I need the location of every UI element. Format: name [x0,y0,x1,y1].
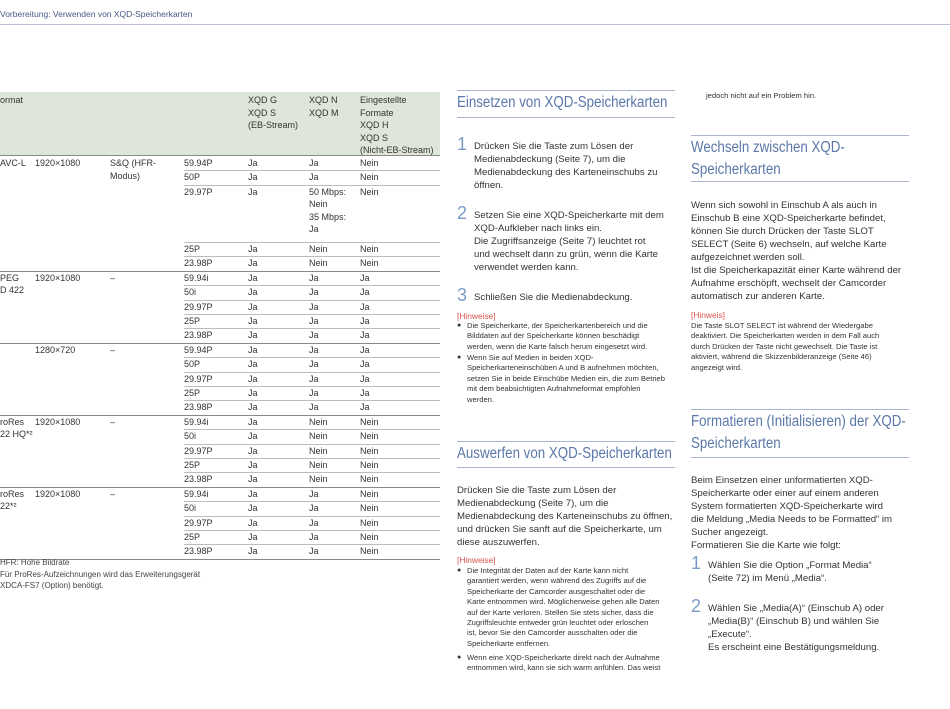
cell-xqd-n-m: Ja [309,532,319,542]
cell-xqd-n-m: Nein [309,416,328,427]
cell-frame-rate: 25P [184,388,201,398]
cell-xqd-h-s: Ja [360,316,370,326]
header-xqd-n-m: XQD N XQD M [309,95,339,118]
cell-xqd-h-s: Nein [360,532,379,542]
continued-text: jedoch nicht auf ein Problem hin. [706,91,817,100]
cell-xqd-n-m: Ja [309,546,319,557]
switch-hint-title: [Hinweis] [691,310,725,320]
table-header [0,92,440,156]
cell-xqd-h-s: Nein [360,546,379,557]
cell-xqd-n-m: Ja [309,158,319,168]
cell-xqd-h-s: Nein [360,244,379,254]
cell-xqd-n-m: Ja [309,287,319,298]
note-3: XDCA-FS7 (Option) benötigt. [0,581,104,590]
cell-xqd-h-s: Nein [360,258,379,269]
cell-xqd-g-s: Ja [248,416,258,427]
cell-xqd-g-s: Ja [248,301,258,312]
cell-xqd-n-m: Ja [309,503,319,514]
section-rule [457,117,675,118]
cell-resolution: 1920×1080 [35,272,81,283]
eject-body: Drücken Sie die Taste zum Lösen der Medienabdeckung (Seite 7), um die Medienabdeckung des Karteneinschubs zu öffnen, und drücken Sie sanft auf die Speicherkarte, um diese auszuwerfen. [457,485,673,548]
format-body: Beim Einsetzen einer unformatierten XQD- Speicherkarte oder einer auf einem anderen System formatierten XQD-Speicherkarte wird die Meldung „Media Needs to be Formatted“ im Sucher angezeigt. Formatieren Sie die Karte wie folgt: [691,475,893,551]
format-heading: Formatieren (Initialisieren) der XQD- Speicherkarten [691,413,906,452]
cell-xqd-h-s: Nein [360,445,379,456]
cell-xqd-h-s: Nein [360,474,379,485]
cell-xqd-h-s: Nein [360,431,379,442]
eject-hint-2: Wenn eine XQD-Speicherkarte direkt nach der Aufnahme entnommen wird, kann sie sich warm anfühlen. Das weist [467,653,661,673]
cell-frame-rate: 29.97P [184,373,213,384]
cell-frame-rate: 23.98P [184,330,213,341]
section-rule [691,135,909,136]
bullet-icon: ● [457,354,462,361]
cell-xqd-h-s: Ja [360,359,370,370]
format-step-1: Wählen Sie die Option „Format Media“ (Seite 72) im Menü „Media“. [708,560,872,584]
header-xqd-g-s: XQD G XQD S (EB-Stream) [248,95,299,130]
cell-xqd-h-s: Nein [360,186,379,197]
cell-mode: – [110,344,116,355]
step-number: 3 [457,285,468,305]
cell-xqd-h-s: Ja [360,330,370,341]
cell-xqd-g-s: Ja [248,287,258,298]
section-rule [691,409,909,410]
cell-format: roRes 22*² [0,488,25,512]
cell-xqd-h-s: Ja [360,272,370,283]
cell-frame-rate: 59.94P [184,158,213,168]
cell-format: roRes 22 HQ*² [0,416,33,440]
cell-frame-rate: 29.97P [184,186,213,197]
page-header [0,0,950,25]
cell-frame-rate: 59.94i [184,272,209,283]
cell-frame-rate: 23.98P [184,546,213,557]
cell-mode: – [110,272,116,283]
cell-xqd-n-m: Ja [309,172,319,183]
cell-xqd-g-s: Ja [248,373,258,384]
section-rule [457,90,675,91]
eject-heading: Auswerfen von XQD-Speicherkarten [457,445,672,462]
cell-xqd-g-s: Ja [248,388,258,398]
cell-xqd-n-m: Ja [309,373,319,384]
cell-xqd-n-m: Nein [309,431,328,442]
step-number: 1 [457,134,468,154]
section-rule [457,441,675,442]
cell-xqd-n-m: 50 Mbps: Nein 35 Mbps: Ja [309,186,347,235]
cell-frame-rate: 59.94P [184,344,213,355]
section-rule [457,467,675,468]
cell-frame-rate: 59.94i [184,416,209,427]
cell-resolution: 1920×1080 [35,158,81,168]
insert-hint-1: Die Speicherkarte, der Speicherkartenbereich und die Bilddaten auf der Speicherkarte können beschädigt werden, wenn die Karte falsch herum eingesetzt wird. [467,321,648,351]
step-number: 2 [691,596,702,616]
cell-xqd-n-m: Ja [309,388,319,398]
cell-resolution: 1280×720 [35,344,76,355]
switch-heading: Wechseln zwischen XQD- Speicherkarten [691,139,845,178]
cell-xqd-h-s: Ja [360,388,370,398]
cell-xqd-n-m: Nein [309,474,328,485]
cell-xqd-g-s: Ja [248,431,258,442]
cell-frame-rate: 50i [184,287,197,298]
cell-xqd-h-s: Ja [360,402,370,413]
cell-frame-rate: 25P [184,532,201,542]
note-2: Für ProRes-Aufzeichnungen wird das Erweiterungsgerät [0,569,201,579]
cell-xqd-g-s: Ja [248,488,258,499]
cell-xqd-n-m: Ja [309,316,319,326]
cell-xqd-g-s: Ja [248,474,258,485]
cell-xqd-g-s: Ja [248,330,258,341]
cell-xqd-n-m: Ja [309,517,319,528]
cell-xqd-g-s: Ja [248,272,258,283]
cell-frame-rate: 23.98P [184,474,213,485]
cell-xqd-g-s: Ja [248,445,258,456]
cell-xqd-h-s: Nein [360,517,379,528]
insert-step-3: Schließen Sie die Medienabdeckung. [474,292,633,303]
cell-frame-rate: 25P [184,244,201,254]
cell-xqd-g-s: Ja [248,460,258,470]
switch-body: Wenn sich sowohl in Einschub A als auch in Einschub B eine XQD-Speicherkarte befindet, können Sie durch Drücken der Taste SLOT SELECT (Seite 6) wechseln, auf welche Karte aufgezeichnet werden soll. Ist die Speicherkapazität einer Karte während der Aufnahme erschöpft, wechselt der Camcorder automatisch zur anderen Karte. [691,200,902,302]
cell-frame-rate: 50P [184,172,201,183]
cell-xqd-n-m: Nein [309,445,328,456]
bullet-icon: ● [457,654,462,661]
cell-xqd-g-s: Ja [248,316,258,326]
cell-xqd-g-s: Ja [248,244,258,254]
cell-xqd-g-s: Ja [248,258,258,269]
format-step-2: Wählen Sie „Media(A)“ (Einschub A) oder „Media(B)“ (Einschub B) und wählen Sie „Execute“. Es erscheint eine Bestätigungsmeldung. [708,603,884,653]
cell-mode: – [110,488,116,499]
switch-hint: Die Taste SLOT SELECT ist während der Wiedergabe deaktiviert. Die Speicherkarten werden in dem Fall auch durch Drücken der Taste nicht gewechselt. Die Taste ist aktiviert, während die Skizzenbilderanzeige (Seite 46) angezeigt wird. [691,321,880,372]
cell-xqd-n-m: Ja [309,301,319,312]
cell-xqd-g-s: Ja [248,546,258,557]
section-rule [691,181,909,182]
cell-xqd-n-m: Ja [309,359,319,370]
step-number: 1 [691,553,702,573]
cell-xqd-g-s: Ja [248,359,258,370]
cell-xqd-h-s: Nein [360,416,379,427]
cell-mode: – [110,416,116,427]
note-1: HFR: Hohe Bildrate [0,558,70,567]
cell-frame-rate: 29.97P [184,517,213,528]
cell-xqd-h-s: Nein [360,172,379,183]
eject-hint-1: Die Integrität der Daten auf der Karte kann nicht garantiert werden, wenn während des Zugriffs auf die Speicherkarte der Camcorder ausgeschaltet oder die Karte entnommen wird. Möglicherweise gehen alle Daten auf der Karte verloren. Stellen Sie stets sicher, dass die Zugriffsleuchte entweder grün leuchtet oder erloschen ist, bevor Sie den Camcorder ausschalten oder die Speicherkarte entfernen. [467,566,660,648]
insert-step-1: Drücken Sie die Taste zum Lösen der Medienabdeckung (Seite 7), um die Medienabdeckung des Karteneinschubs zu öffnen. [474,141,658,191]
eject-hints-title: [Hinweise] [457,555,496,565]
cell-resolution: 1920×1080 [35,488,81,499]
cell-frame-rate: 23.98P [184,402,213,413]
cell-xqd-h-s: Nein [360,460,379,470]
cell-xqd-g-s: Ja [248,532,258,542]
cell-xqd-g-s: Ja [248,186,258,197]
cell-xqd-h-s: Nein [360,503,379,514]
insert-step-2: Setzen Sie eine XQD-Speicherkarte mit dem XQD-Aufkleber nach links ein. Die Zugriffsanzeige (Seite 7) leuchtet rot und wechselt dann zu grün, wenn die Karte verwendet werden kann. [474,210,664,273]
cell-xqd-n-m: Ja [309,330,319,341]
cell-frame-rate: 25P [184,460,201,470]
cell-frame-rate: 50P [184,359,201,370]
breadcrumb: Vorbereitung: Verwenden von XQD-Speicherkarten [0,9,193,19]
cell-format: AVC-L [0,158,26,168]
cell-xqd-n-m: Ja [309,402,319,413]
cell-xqd-n-m: Nein [309,258,328,269]
cell-xqd-n-m: Nein [309,244,328,254]
cell-xqd-h-s: Nein [360,158,379,168]
cell-frame-rate: 25P [184,316,201,326]
table-notes [0,557,200,592]
cell-xqd-g-s: Ja [248,172,258,183]
cell-mode: S&Q (HFR- Modus) [110,158,156,181]
cell-xqd-g-s: Ja [248,158,258,168]
cell-xqd-n-m: Ja [309,272,319,283]
insert-hint-2: Wenn Sie auf Medien in beiden XQD- Speicherkarteneinschüben A und B aufnehmen möchten, setzen Sie in beide Einschübe Medien ein, die zum Betrieb mit dem beabsichtigten Aufnahmeformat empfohlen werden. [467,353,665,404]
cell-xqd-g-s: Ja [248,517,258,528]
cell-xqd-g-s: Ja [248,402,258,413]
cell-xqd-g-s: Ja [248,344,258,355]
cell-frame-rate: 50i [184,431,197,442]
cell-frame-rate: 23.98P [184,258,213,269]
step-number: 2 [457,203,468,223]
cell-frame-rate: 29.97P [184,301,213,312]
cell-xqd-h-s: Ja [360,344,370,355]
cell-format: PEG D 422 [0,272,25,296]
bullet-icon: ● [457,322,462,329]
section-rule [691,457,909,458]
insert-heading: Einsetzen von XQD-Speicherkarten [457,94,668,111]
cell-frame-rate: 50i [184,503,197,514]
cell-xqd-h-s: Ja [360,373,370,384]
cell-resolution: 1920×1080 [35,416,81,427]
cell-frame-rate: 29.97P [184,445,213,456]
cell-xqd-h-s: Ja [360,301,370,312]
header-xqd-h-s: Eingestellte Formate XQD H XQD S (Nicht-EB-Stream) [360,95,434,155]
cell-xqd-n-m: Nein [309,460,328,470]
bullet-icon: ● [457,567,462,574]
insert-hints-title: [Hinweise] [457,311,496,321]
cell-xqd-h-s: Nein [360,488,379,499]
cell-xqd-n-m: Ja [309,488,319,499]
cell-xqd-g-s: Ja [248,503,258,514]
cell-frame-rate: 59.94i [184,488,209,499]
header-format: ormat [0,95,24,105]
cell-xqd-n-m: Ja [309,344,319,355]
cell-xqd-h-s: Ja [360,287,370,298]
